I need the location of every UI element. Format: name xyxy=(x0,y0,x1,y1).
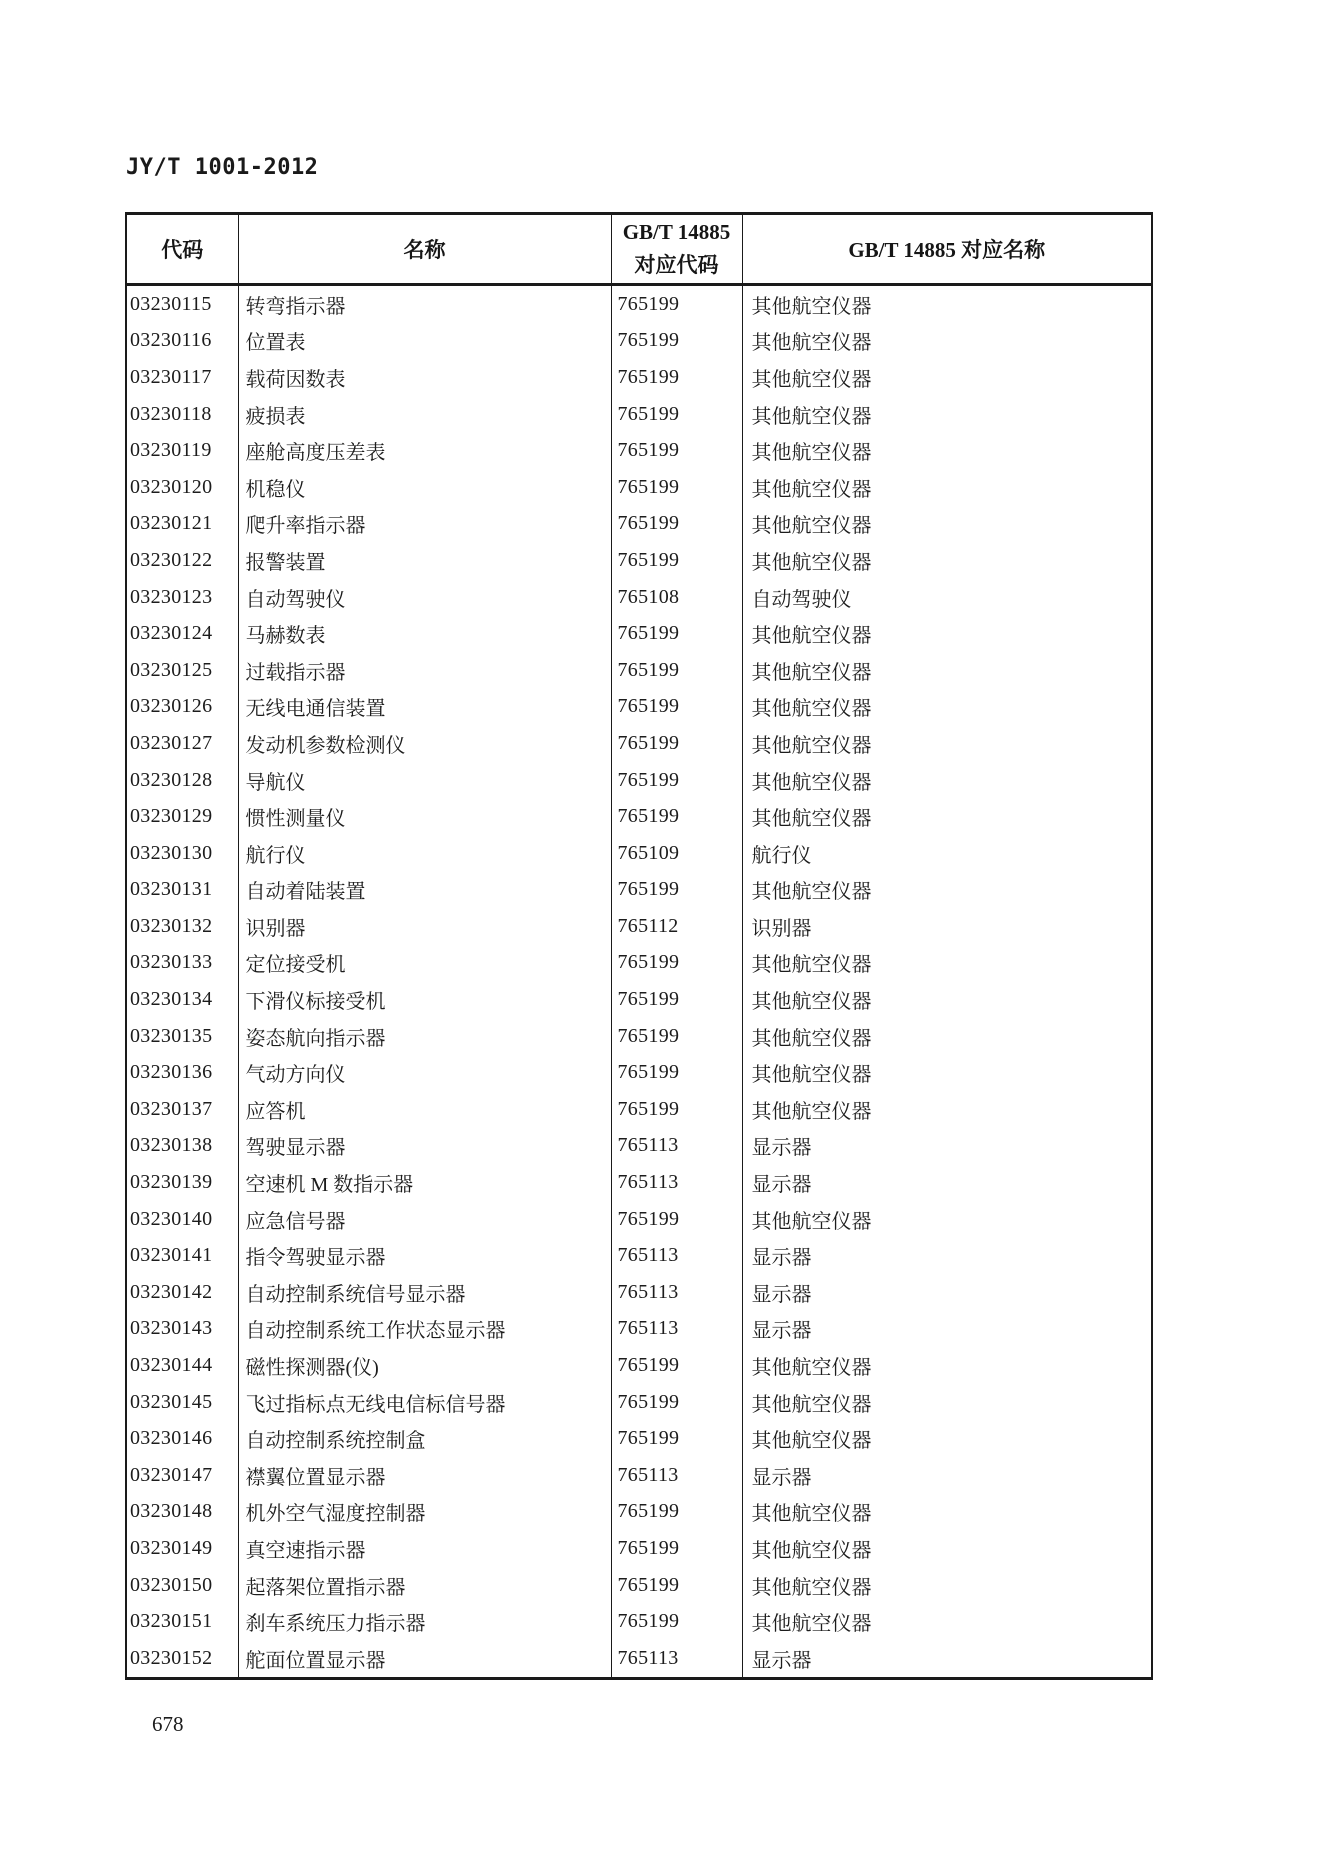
cell-gb-name: 其他航空仪器 xyxy=(742,725,1152,762)
cell-name: 位置表 xyxy=(238,323,611,360)
cell-gb-code: 765199 xyxy=(611,872,742,909)
table-row xyxy=(126,1091,1152,1128)
table-row xyxy=(126,1274,1152,1311)
cell-name: 自动控制系统控制盒 xyxy=(238,1420,611,1457)
cell-code: 03230127 xyxy=(130,731,213,754)
cell-code: 03230122 xyxy=(130,548,213,571)
column-header-gb-name: GB/T 14885 对应名称 xyxy=(742,214,1152,285)
code-mapping-table xyxy=(125,212,1153,1680)
cell-code: 03230124 xyxy=(130,622,213,645)
cell-name: 襟翼位置显示器 xyxy=(238,1457,611,1494)
cell-name: 应答机 xyxy=(238,1091,611,1128)
cell-gb-code: 765199 xyxy=(611,725,742,762)
cell-name: 马赫数表 xyxy=(238,615,611,652)
cell-gb-code: 765109 xyxy=(611,835,742,872)
cell-name: 自动驾驶仪 xyxy=(238,579,611,616)
cell-gb-name: 显示器 xyxy=(742,1457,1152,1494)
cell-code: 03230116 xyxy=(130,329,212,352)
cell-gb-name: 其他航空仪器 xyxy=(742,542,1152,579)
cell-gb-name: 其他航空仪器 xyxy=(742,285,1152,323)
cell-gb-code: 765113 xyxy=(611,1640,742,1678)
table-header-row xyxy=(126,214,1152,285)
cell-code: 03230115 xyxy=(130,292,212,315)
cell-gb-name: 其他航空仪器 xyxy=(742,1384,1152,1421)
cell-gb-code: 765199 xyxy=(611,1201,742,1238)
cell-code: 03230146 xyxy=(130,1427,213,1450)
cell-name: 载荷因数表 xyxy=(238,359,611,396)
cell-gb-name: 其他航空仪器 xyxy=(742,762,1152,799)
cell-code: 03230150 xyxy=(130,1573,213,1596)
cell-name: 自动着陆装置 xyxy=(238,872,611,909)
cell-gb-name: 其他航空仪器 xyxy=(742,1530,1152,1567)
cell-name: 刹车系统压力指示器 xyxy=(238,1603,611,1640)
cell-name: 惯性测量仪 xyxy=(238,798,611,835)
column-header-name: 名称 xyxy=(238,214,611,285)
cell-gb-name: 其他航空仪器 xyxy=(742,323,1152,360)
cell-name: 驾驶显示器 xyxy=(238,1128,611,1165)
cell-gb-code: 765199 xyxy=(611,1054,742,1091)
cell-gb-name: 航行仪 xyxy=(742,835,1152,872)
cell-name: 自动控制系统工作状态显示器 xyxy=(238,1311,611,1348)
cell-gb-code: 765113 xyxy=(611,1237,742,1274)
table-row xyxy=(126,1530,1152,1567)
cell-gb-name: 其他航空仪器 xyxy=(742,396,1152,433)
cell-name: 爬升率指示器 xyxy=(238,506,611,543)
cell-name: 下滑仪标接受机 xyxy=(238,981,611,1018)
cell-code: 03230141 xyxy=(130,1244,213,1267)
cell-code: 03230119 xyxy=(130,439,212,462)
cell-gb-code: 765199 xyxy=(611,945,742,982)
cell-gb-code: 765113 xyxy=(611,1311,742,1348)
cell-gb-name: 其他航空仪器 xyxy=(742,652,1152,689)
cell-name: 识别器 xyxy=(238,908,611,945)
cell-code: 03230126 xyxy=(130,695,213,718)
cell-code: 03230130 xyxy=(130,841,213,864)
cell-code: 03230123 xyxy=(130,585,213,608)
table-row xyxy=(126,1494,1152,1531)
cell-gb-code: 765199 xyxy=(611,798,742,835)
cell-gb-name: 其他航空仪器 xyxy=(742,945,1152,982)
cell-gb-name: 其他航空仪器 xyxy=(742,1420,1152,1457)
table-row xyxy=(126,542,1152,579)
cell-name: 自动控制系统信号显示器 xyxy=(238,1274,611,1311)
cell-gb-name: 其他航空仪器 xyxy=(742,615,1152,652)
cell-gb-code: 765199 xyxy=(611,652,742,689)
cell-code: 03230136 xyxy=(130,1061,213,1084)
cell-gb-code: 765199 xyxy=(611,1420,742,1457)
table-row xyxy=(126,285,1152,323)
cell-gb-name: 其他航空仪器 xyxy=(742,981,1152,1018)
table-row xyxy=(126,1603,1152,1640)
cell-gb-code: 765199 xyxy=(611,1347,742,1384)
cell-code: 03230147 xyxy=(130,1463,213,1486)
cell-gb-code: 765199 xyxy=(611,323,742,360)
cell-gb-name: 其他航空仪器 xyxy=(742,798,1152,835)
cell-name: 起落架位置指示器 xyxy=(238,1567,611,1604)
cell-gb-code: 765199 xyxy=(611,1530,742,1567)
table-row xyxy=(126,1567,1152,1604)
cell-gb-name: 显示器 xyxy=(742,1311,1152,1348)
cell-code: 03230132 xyxy=(130,914,213,937)
cell-gb-code: 765199 xyxy=(611,432,742,469)
cell-gb-code: 765199 xyxy=(611,1567,742,1604)
cell-gb-code: 765199 xyxy=(611,981,742,1018)
table-row xyxy=(126,872,1152,909)
cell-name: 指令驾驶显示器 xyxy=(238,1237,611,1274)
page-number: 678 xyxy=(152,1712,184,1736)
column-header-gb-code xyxy=(611,214,742,285)
cell-name: 疲损表 xyxy=(238,396,611,433)
cell-gb-name: 其他航空仪器 xyxy=(742,1603,1152,1640)
table-row xyxy=(126,1311,1152,1348)
cell-gb-name: 其他航空仪器 xyxy=(742,1567,1152,1604)
cell-code: 03230133 xyxy=(130,951,213,974)
cell-gb-code: 765199 xyxy=(611,506,742,543)
cell-gb-code: 765199 xyxy=(611,1384,742,1421)
table-row xyxy=(126,1237,1152,1274)
cell-code: 03230128 xyxy=(130,768,213,791)
table-row xyxy=(126,689,1152,726)
table-row xyxy=(126,652,1152,689)
table-row xyxy=(126,1457,1152,1494)
column-header-code: 代码 xyxy=(126,214,238,285)
table-row xyxy=(126,323,1152,360)
cell-code: 03230131 xyxy=(130,878,213,901)
cell-code: 03230138 xyxy=(130,1134,213,1157)
cell-gb-code: 765113 xyxy=(611,1457,742,1494)
cell-name: 空速机 M 数指示器 xyxy=(238,1164,611,1201)
table-row xyxy=(126,615,1152,652)
cell-gb-code: 765199 xyxy=(611,762,742,799)
cell-code: 03230134 xyxy=(130,988,213,1011)
cell-code: 03230117 xyxy=(130,365,212,388)
cell-gb-name: 其他航空仪器 xyxy=(742,506,1152,543)
cell-gb-name: 其他航空仪器 xyxy=(742,359,1152,396)
table-row xyxy=(126,396,1152,433)
cell-code: 03230129 xyxy=(130,805,213,828)
cell-code: 03230152 xyxy=(130,1646,213,1669)
cell-gb-name: 其他航空仪器 xyxy=(742,1347,1152,1384)
table-row xyxy=(126,506,1152,543)
table-row xyxy=(126,945,1152,982)
cell-code: 03230142 xyxy=(130,1280,213,1303)
cell-code: 03230143 xyxy=(130,1317,213,1340)
cell-gb-name: 其他航空仪器 xyxy=(742,1201,1152,1238)
cell-code: 03230135 xyxy=(130,1024,213,1047)
cell-gb-code: 765199 xyxy=(611,1018,742,1055)
table-body xyxy=(126,285,1152,1679)
cell-gb-code: 765113 xyxy=(611,1274,742,1311)
cell-name: 发动机参数检测仪 xyxy=(238,725,611,762)
cell-gb-name: 其他航空仪器 xyxy=(742,1494,1152,1531)
cell-gb-name: 其他航空仪器 xyxy=(742,432,1152,469)
cell-code: 03230137 xyxy=(130,1097,213,1120)
table-row xyxy=(126,1640,1152,1678)
cell-name: 机外空气湿度控制器 xyxy=(238,1494,611,1531)
cell-code: 03230145 xyxy=(130,1390,213,1413)
cell-gb-code: 765113 xyxy=(611,1164,742,1201)
cell-gb-name: 显示器 xyxy=(742,1237,1152,1274)
cell-gb-name: 其他航空仪器 xyxy=(742,1054,1152,1091)
table-row xyxy=(126,1201,1152,1238)
cell-name: 飞过指标点无线电信标信号器 xyxy=(238,1384,611,1421)
cell-code: 03230118 xyxy=(130,402,212,425)
table-row xyxy=(126,981,1152,1018)
cell-name: 舵面位置显示器 xyxy=(238,1640,611,1678)
cell-name: 报警装置 xyxy=(238,542,611,579)
cell-gb-code: 765113 xyxy=(611,1128,742,1165)
cell-code: 03230140 xyxy=(130,1207,213,1230)
cell-code: 03230139 xyxy=(130,1171,213,1194)
cell-code: 03230149 xyxy=(130,1536,213,1559)
cell-code: 03230121 xyxy=(130,512,213,535)
cell-name: 应急信号器 xyxy=(238,1201,611,1238)
cell-gb-code: 765199 xyxy=(611,1603,742,1640)
cell-name: 过载指示器 xyxy=(238,652,611,689)
cell-name: 无线电通信装置 xyxy=(238,689,611,726)
cell-gb-name: 识别器 xyxy=(742,908,1152,945)
cell-gb-code: 765199 xyxy=(611,469,742,506)
cell-gb-code: 765199 xyxy=(611,1494,742,1531)
cell-code: 03230144 xyxy=(130,1354,213,1377)
cell-gb-code: 765199 xyxy=(611,396,742,433)
cell-gb-code: 765108 xyxy=(611,579,742,616)
cell-name: 气动方向仪 xyxy=(238,1054,611,1091)
cell-gb-name: 显示器 xyxy=(742,1274,1152,1311)
column-header-gb-code-line1: GB/T 14885 xyxy=(622,220,731,245)
table-row xyxy=(126,762,1152,799)
cell-name: 导航仪 xyxy=(238,762,611,799)
cell-name: 定位接受机 xyxy=(238,945,611,982)
standard-number-heading: JY/T 1001-2012 xyxy=(126,155,319,180)
cell-name: 航行仪 xyxy=(238,835,611,872)
cell-gb-code: 765199 xyxy=(611,359,742,396)
cell-gb-name: 显示器 xyxy=(742,1128,1152,1165)
table-row xyxy=(126,579,1152,616)
column-header-gb-code-line2: 对应代码 xyxy=(634,253,719,277)
cell-name: 座舱高度压差表 xyxy=(238,432,611,469)
table-row xyxy=(126,835,1152,872)
table-row xyxy=(126,359,1152,396)
cell-gb-name: 显示器 xyxy=(742,1164,1152,1201)
cell-name: 磁性探测器(仪) xyxy=(238,1347,611,1384)
cell-name: 机稳仪 xyxy=(238,469,611,506)
cell-name: 转弯指示器 xyxy=(238,285,611,323)
cell-gb-name: 其他航空仪器 xyxy=(742,1018,1152,1055)
cell-gb-name: 显示器 xyxy=(742,1640,1152,1678)
table-row xyxy=(126,725,1152,762)
table-row xyxy=(126,469,1152,506)
cell-gb-code: 765199 xyxy=(611,615,742,652)
table-row xyxy=(126,1384,1152,1421)
cell-code: 03230148 xyxy=(130,1500,213,1523)
table-row xyxy=(126,432,1152,469)
cell-gb-name: 其他航空仪器 xyxy=(742,469,1152,506)
table-row xyxy=(126,1164,1152,1201)
cell-code: 03230120 xyxy=(130,475,213,498)
cell-gb-name: 其他航空仪器 xyxy=(742,689,1152,726)
cell-gb-code: 765199 xyxy=(611,1091,742,1128)
table-row xyxy=(126,1018,1152,1055)
table-row xyxy=(126,1054,1152,1091)
cell-gb-code: 765199 xyxy=(611,542,742,579)
cell-name: 真空速指示器 xyxy=(238,1530,611,1567)
cell-gb-code: 765199 xyxy=(611,689,742,726)
table-row xyxy=(126,1128,1152,1165)
cell-gb-name: 其他航空仪器 xyxy=(742,872,1152,909)
table-row xyxy=(126,1420,1152,1457)
table-row xyxy=(126,1347,1152,1384)
cell-gb-name: 自动驾驶仪 xyxy=(742,579,1152,616)
cell-code: 03230125 xyxy=(130,658,213,681)
cell-gb-code: 765199 xyxy=(611,285,742,323)
cell-gb-code: 765112 xyxy=(611,908,742,945)
cell-code: 03230151 xyxy=(130,1610,213,1633)
cell-name: 姿态航向指示器 xyxy=(238,1018,611,1055)
cell-gb-name: 其他航空仪器 xyxy=(742,1091,1152,1128)
table-row xyxy=(126,798,1152,835)
table-row xyxy=(126,908,1152,945)
